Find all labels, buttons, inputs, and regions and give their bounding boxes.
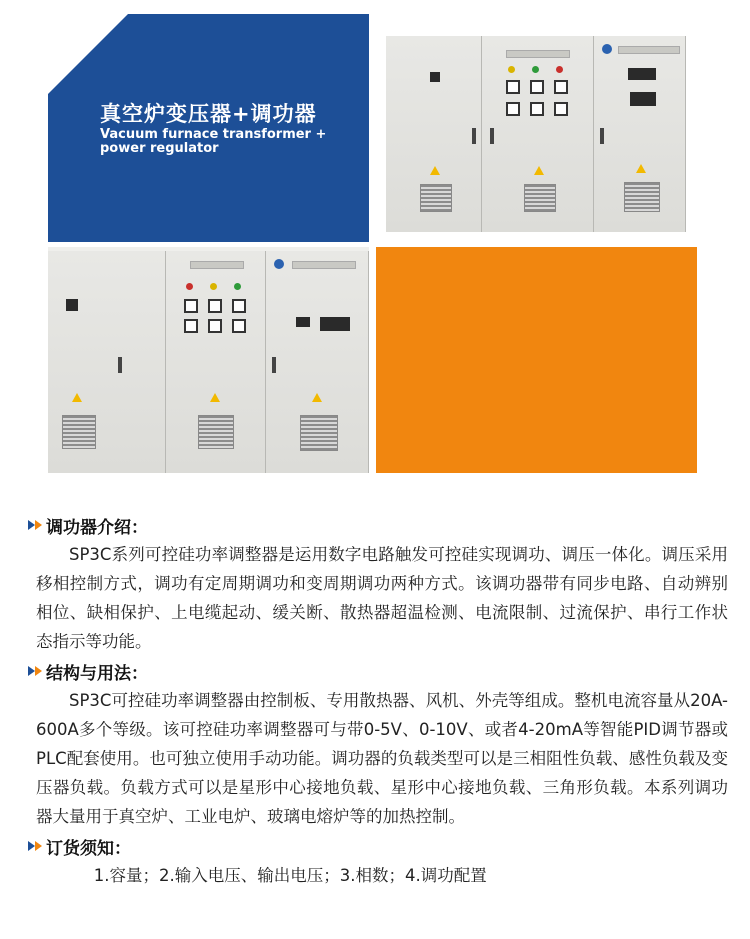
warning-icon <box>636 164 646 173</box>
name-plate <box>618 46 680 54</box>
warning-icon <box>534 166 544 175</box>
section-body: SP3C系列可控硅功率调整器是运用数字电路触发可控硅实现调功、调压一体化。调压采用移相控制方式，调功有定周期调功和变周期调功两种方式。该调功器带有同步电路、自动辨别相位、缺相保护、上电缆起动、缓关断、散热器超温检测、电流限制、过流保护、串行工作状态指示等功能。 <box>36 545 728 651</box>
section-title: 订货须知： <box>46 838 131 859</box>
banner-title-en: Vacuum furnace transformer + power regulator <box>100 127 327 156</box>
door-handle <box>272 357 276 373</box>
content <box>28 512 728 892</box>
indicator-lamp <box>210 283 217 290</box>
door-handle <box>490 128 494 144</box>
vent-grille <box>420 184 452 212</box>
section-header <box>28 512 728 538</box>
indicator-lamp <box>532 66 539 73</box>
double-arrow-icon <box>28 520 42 530</box>
indicator-lamp <box>234 283 241 290</box>
cabinet-panel <box>386 36 482 232</box>
section-header <box>28 833 728 859</box>
meter <box>554 80 568 94</box>
meter <box>530 102 544 116</box>
display-panel <box>296 317 310 327</box>
switch <box>66 299 78 311</box>
banner-title-cn: 真空炉变压器+调功器 <box>100 102 317 126</box>
vent-grille <box>524 184 556 212</box>
display-panel <box>630 92 656 106</box>
section-title: 结构与用法： <box>46 663 148 684</box>
double-arrow-icon <box>28 666 42 676</box>
cabinet-panel <box>266 251 369 473</box>
name-plate <box>190 261 244 269</box>
section-header <box>28 658 728 684</box>
cabinet-panel <box>166 251 266 473</box>
name-plate <box>506 50 570 58</box>
vent-grille <box>300 415 338 451</box>
meter <box>208 299 222 313</box>
meter <box>506 80 520 94</box>
name-plate <box>292 261 356 269</box>
banner-tile <box>48 14 369 242</box>
vent-grille <box>624 182 660 212</box>
section-body: SP3C可控硅功率调整器由控制板、专用散热器、风机、外壳等组成。整机电流容量从20A-600A多个等级。该可控硅功率调整器可与带0-5V、0-10V、或者4-20mA等智能PID调节器或PLC配套使用。也可独立使用手动功能。调功器的负载类型可以是三相阻性负载、感性负载及变压器负载。负载方式可以是星形中心接地负载、星形中心接地负载、三角形负载。本系列调功器大量用于真空炉、工业电炉、玻璃电熔炉等的加热控制。 <box>36 691 728 826</box>
meter <box>184 299 198 313</box>
meter <box>506 102 520 116</box>
meter <box>232 299 246 313</box>
indicator-lamp <box>186 283 193 290</box>
warning-icon <box>72 393 82 402</box>
meter <box>184 319 198 333</box>
cabinet-panel <box>48 251 166 473</box>
indicator-lamp <box>508 66 515 73</box>
display-panel <box>320 317 350 331</box>
cabinet-panel <box>594 36 686 232</box>
warning-icon <box>312 393 322 402</box>
switch <box>430 72 440 82</box>
warning-icon <box>210 393 220 402</box>
section-body: 1.容量；2.输入电压、输出电压；3.相数；4.调功配置 <box>93 866 487 885</box>
meter <box>554 102 568 116</box>
meter <box>232 319 246 333</box>
door-handle <box>472 128 476 144</box>
orange-tile <box>376 247 697 473</box>
indicator-lamp <box>556 66 563 73</box>
double-arrow-icon <box>28 841 42 851</box>
logo-icon <box>602 44 612 54</box>
logo-icon <box>274 259 284 269</box>
vent-grille <box>62 415 96 449</box>
display-panel <box>628 68 656 80</box>
door-handle <box>600 128 604 144</box>
cabinet-panel <box>482 36 594 232</box>
vent-grille <box>198 415 234 449</box>
warning-icon <box>430 166 440 175</box>
section-title: 调功器介绍： <box>46 517 148 538</box>
door-handle <box>118 357 122 373</box>
cabinet-photo-top <box>376 14 697 242</box>
cabinet-photo-bottom <box>48 247 369 473</box>
meter <box>208 319 222 333</box>
meter <box>530 80 544 94</box>
